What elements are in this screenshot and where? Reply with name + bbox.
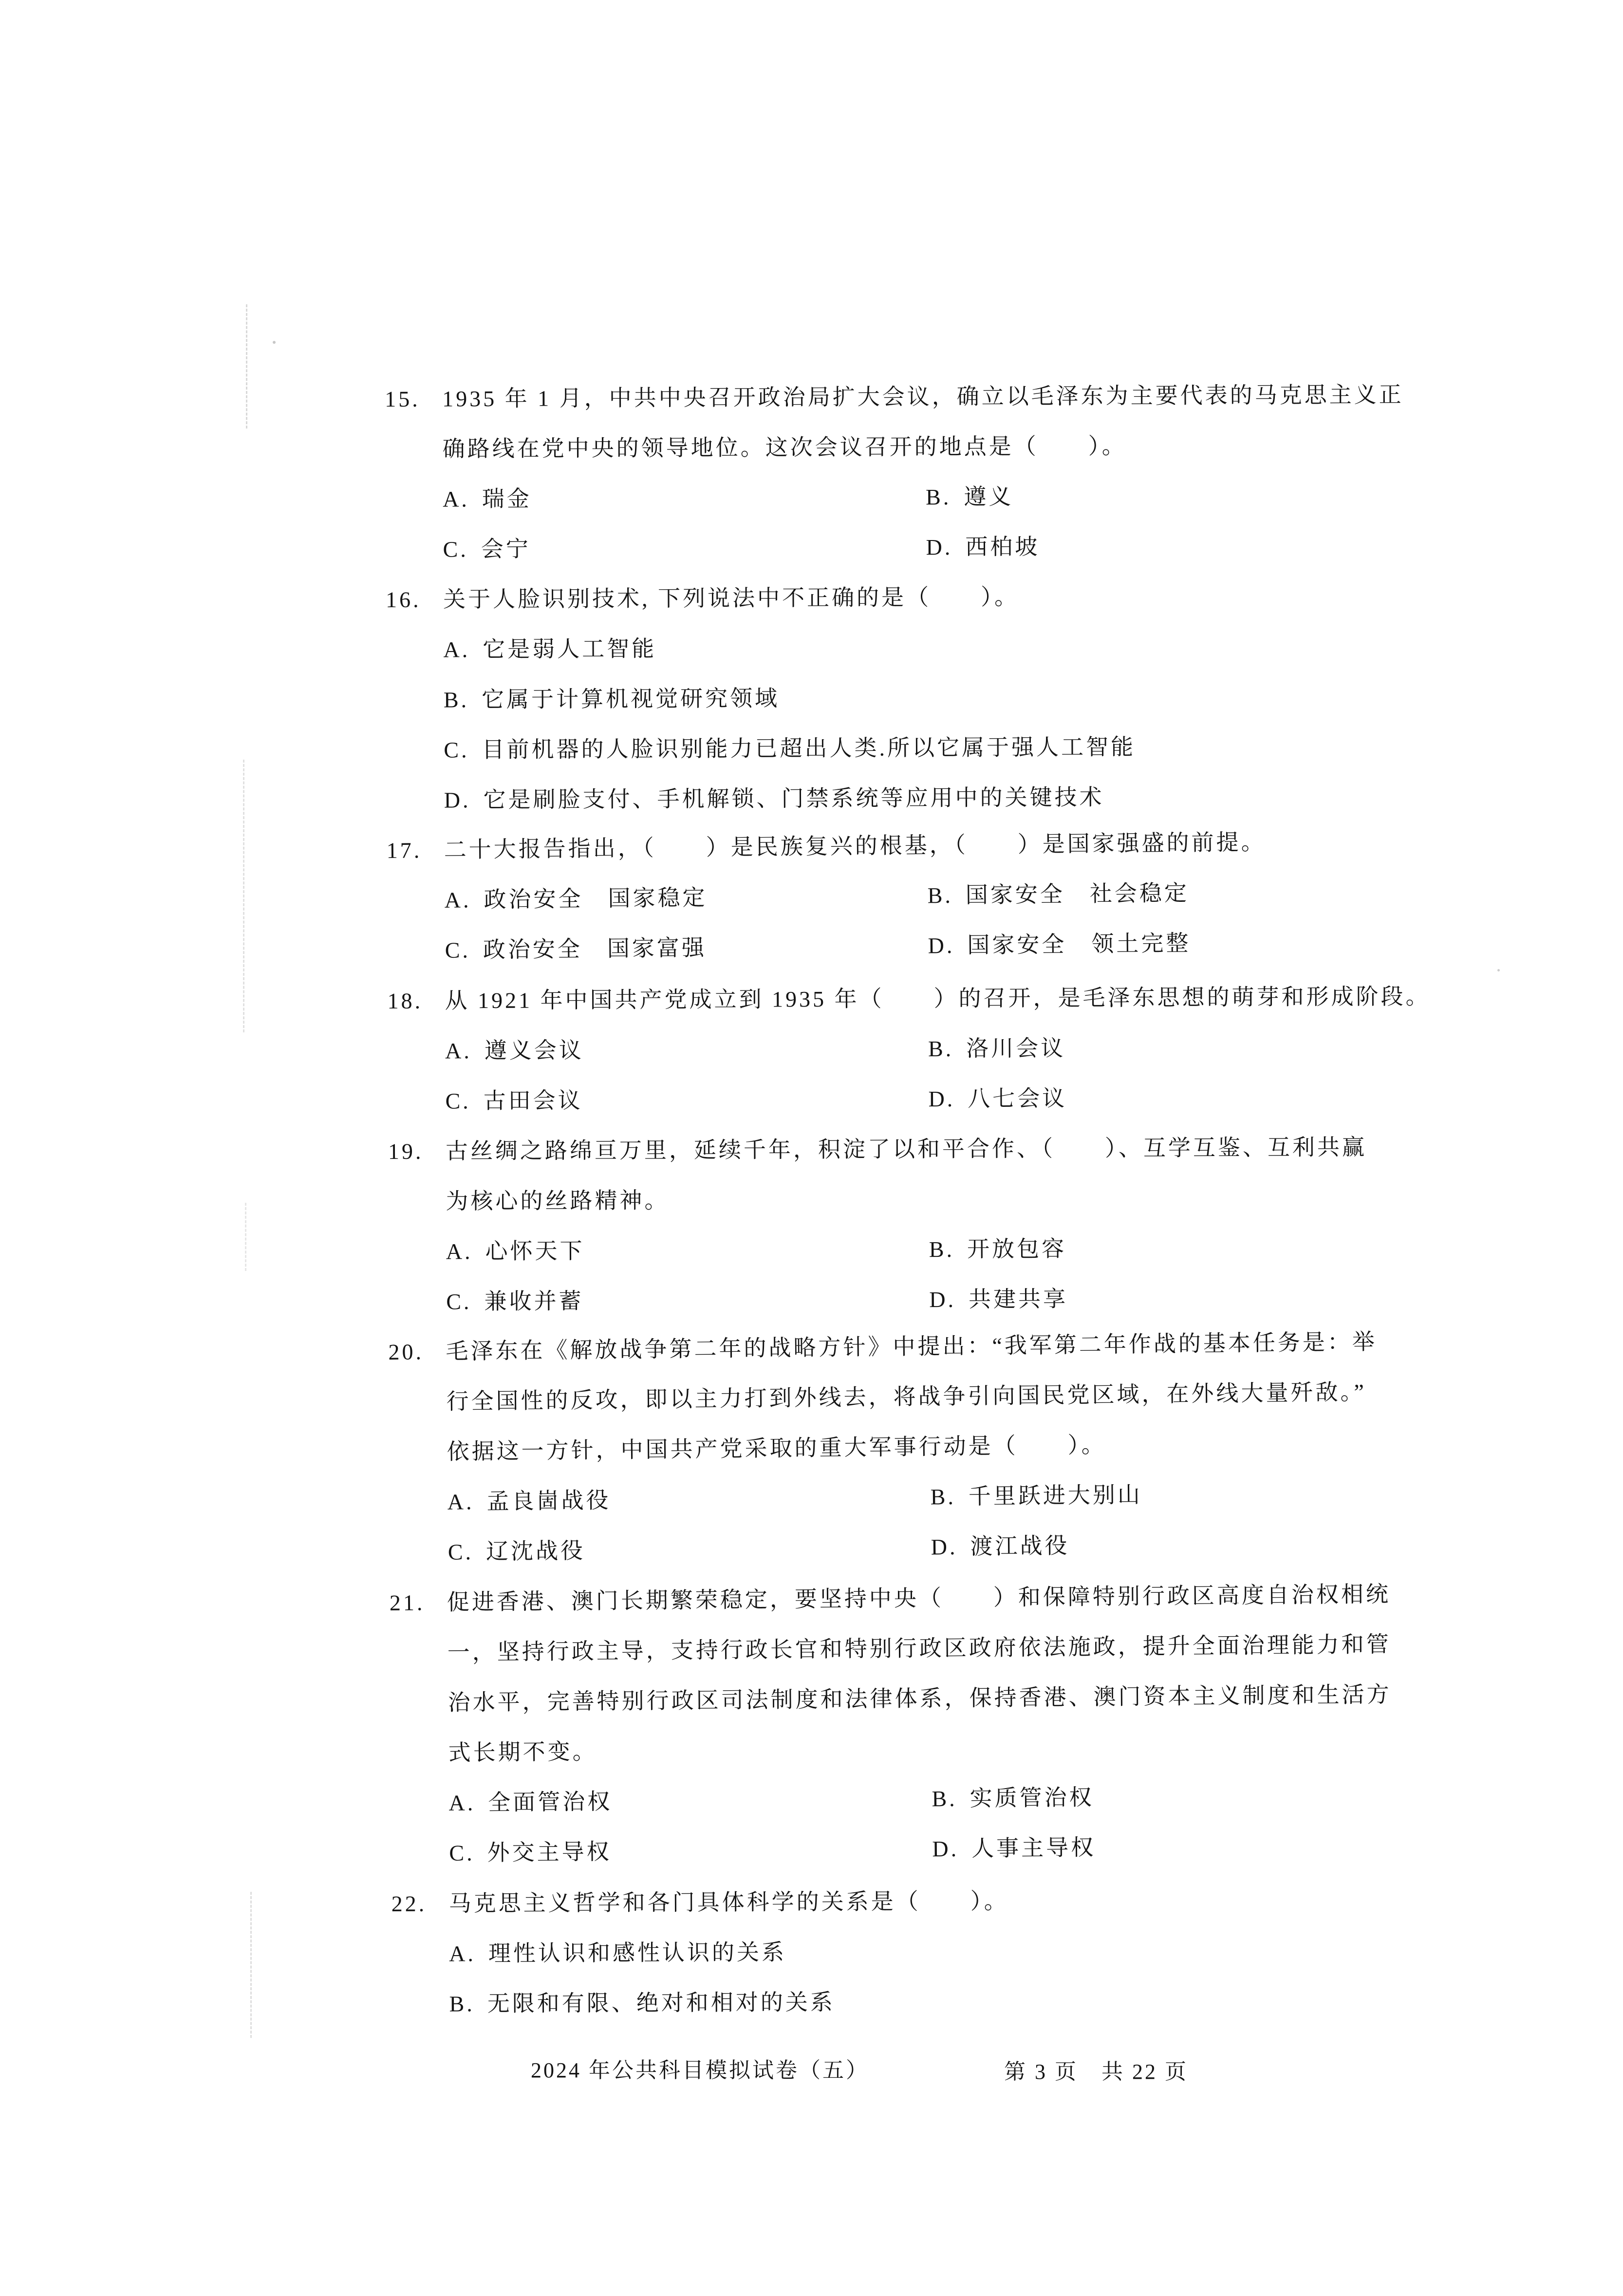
- option-label: D.: [929, 1287, 956, 1312]
- option-row: [388, 1021, 1508, 1076]
- option-row: [392, 1924, 1511, 1979]
- option-label: D.: [444, 787, 471, 813]
- option-label: A.: [443, 637, 470, 662]
- option-b: [930, 1466, 1510, 1522]
- option-label: C.: [443, 537, 468, 562]
- option-d: [928, 1071, 1508, 1124]
- question-text-line: 式长期不变。: [448, 1739, 597, 1765]
- option-text: 外交主导权: [487, 1839, 612, 1866]
- question-number: 22.: [391, 1891, 427, 1916]
- question-20: [388, 1315, 1511, 1578]
- question-text-line: 为核心的丝路精神。: [446, 1188, 670, 1214]
- option-b: [926, 469, 1505, 522]
- option-text: 目前机器的人脸识别能力已超出人类.所以它属于强人工智能: [482, 734, 1136, 763]
- option-label: A.: [444, 887, 471, 913]
- option-text: 洛川会议: [966, 1035, 1066, 1061]
- option-label: A.: [447, 1489, 474, 1514]
- question-text: 促进香港、澳门长期繁荣稳定，要坚持中央（ ）和保障特别行政区高度自治权相统: [447, 1582, 1391, 1615]
- option-text: 千里跃进大别山: [968, 1482, 1143, 1509]
- option-a: [447, 1472, 931, 1527]
- option-c: [444, 720, 1506, 775]
- option-row: [388, 1071, 1508, 1126]
- option-text: 理性认识和感性认识的关系: [488, 1940, 786, 1966]
- option-c: [449, 1824, 933, 1878]
- option-b: [929, 1222, 1509, 1274]
- option-text: 实质管治权: [970, 1785, 1094, 1811]
- question-number: 20.: [388, 1339, 424, 1364]
- option-label: A.: [446, 1239, 473, 1264]
- option-label: B.: [449, 1991, 475, 2016]
- question-number: 18.: [387, 988, 423, 1013]
- footer-title: 2024 年公共科目模拟试卷（五）: [531, 2058, 869, 2082]
- question-number: 17.: [386, 838, 422, 863]
- option-text: 古田会议: [483, 1088, 583, 1114]
- option-label: C.: [445, 937, 471, 963]
- option-label: B.: [928, 1036, 954, 1062]
- question-text: 二十大报告指出，（ ）是民族复兴的根基，（ ）是国家强盛的前提。: [444, 829, 1266, 862]
- scan-artifact: [246, 304, 247, 429]
- question-number: 21.: [389, 1590, 425, 1615]
- option-label: D.: [928, 1086, 955, 1112]
- option-b: [927, 865, 1507, 920]
- option-a: [446, 1224, 929, 1276]
- scan-artifact: [243, 760, 244, 1032]
- question-text-line: [388, 1121, 1508, 1176]
- option-text: 辽沈战役: [485, 1538, 586, 1564]
- question-17: [386, 815, 1508, 976]
- option-a: [449, 1924, 1511, 1979]
- option-row: [391, 1769, 1511, 1829]
- option-a: [448, 1773, 932, 1828]
- option-text: 它是刷脸支付、手机解锁、门禁系统等应用中的关键技术: [483, 784, 1104, 813]
- option-text: 共建共享: [968, 1286, 1068, 1312]
- option-label: D.: [931, 1534, 958, 1560]
- question-text-line: 治水平，完善特别行政区司法制度和法律体系，保持香港、澳门资本主义制度和生活方: [448, 1682, 1392, 1715]
- option-b: [928, 1021, 1508, 1074]
- option-label: C.: [449, 1840, 475, 1866]
- option-row: [387, 915, 1508, 976]
- option-a: [444, 870, 928, 925]
- footer-page-info: 第 3 页 共 22 页: [1004, 2060, 1188, 2084]
- option-text: 国家安全 社会稳定: [965, 880, 1190, 908]
- option-label: C.: [445, 1088, 471, 1114]
- option-row: [386, 620, 1506, 675]
- question-text-line: [387, 971, 1507, 1026]
- option-c: [445, 920, 928, 975]
- question-18: [387, 971, 1508, 1126]
- option-text: 兼收并蓄: [484, 1288, 584, 1314]
- option-label: C.: [448, 1539, 474, 1565]
- option-label: C.: [444, 737, 469, 763]
- option-text: 西柏坡: [965, 534, 1040, 560]
- option-label: A.: [445, 1038, 472, 1064]
- question-22: [391, 1874, 1511, 2029]
- question-text-line: 确路线在党中央的领导地位。这次会议召开的地点是（ ）。: [442, 433, 1127, 462]
- option-label: D.: [932, 1836, 959, 1862]
- option-d: [931, 1516, 1511, 1572]
- question-number: 15.: [385, 386, 420, 411]
- option-label: A.: [448, 1790, 476, 1815]
- option-text: 无限和有限、绝对和相对的关系: [487, 1989, 835, 2016]
- option-text: 渡江战役: [970, 1533, 1070, 1559]
- option-label: C.: [446, 1289, 472, 1314]
- option-text: 开放包容: [967, 1236, 1067, 1262]
- option-label: A.: [443, 486, 469, 512]
- option-text: 瑞金: [482, 486, 532, 512]
- question-text-line: [386, 570, 1506, 625]
- option-text: 政治安全 国家稳定: [484, 885, 708, 913]
- option-text: 八七会议: [968, 1085, 1067, 1111]
- option-row: [385, 520, 1505, 575]
- option-label: B.: [926, 484, 951, 510]
- option-b: [444, 670, 1506, 725]
- option-a: [443, 620, 1506, 675]
- question-text: 从 1921 年中国共产党成立到 1935 年（ ）的召开，是毛泽东思想的萌芽和形成阶段。: [445, 984, 1431, 1013]
- option-text: 心怀天下: [485, 1238, 585, 1264]
- option-b: [932, 1769, 1511, 1824]
- question-number: 16.: [385, 587, 421, 612]
- question-text: 1935 年 1 月，中共中央召开政治局扩大会议，确立以毛泽东为主要代表的马克思主义正: [442, 382, 1404, 411]
- option-d: [926, 520, 1505, 572]
- option-text: 国家安全 领土完整: [967, 931, 1191, 958]
- question-text-line: [389, 1568, 1510, 1628]
- option-text: 遵义: [964, 484, 1014, 509]
- question-text: 关于人脸识别技术, 下列说法中不正确的是（ ）。: [443, 584, 1020, 612]
- option-a: [443, 472, 926, 524]
- option-text: 会宁: [481, 536, 531, 562]
- option-label: B.: [929, 1236, 955, 1262]
- scan-artifact: [273, 341, 276, 344]
- question-21: [389, 1568, 1511, 1879]
- question-text: 毛泽东在《解放战争第二年的战略方针》中提出：“我军第二年作战的基本任务是：举: [446, 1329, 1378, 1364]
- question-list: [385, 369, 1512, 2029]
- option-label: A.: [449, 1941, 476, 1966]
- option-d: [928, 915, 1508, 971]
- question-number: 19.: [388, 1139, 424, 1164]
- option-row: [386, 670, 1506, 725]
- option-row: [392, 1819, 1512, 1879]
- option-label: B.: [932, 1786, 957, 1811]
- question-text: 古丝绸之路绵亘万里，延续千年，积淀了以和平合作、（ ）、互学互鉴、互利共赢: [445, 1135, 1367, 1164]
- option-label: D.: [928, 933, 955, 958]
- option-text: 政治安全 国家富强: [483, 935, 707, 963]
- option-d: [932, 1819, 1512, 1874]
- question-16: [386, 570, 1507, 825]
- option-text: 人事主导权: [971, 1835, 1096, 1861]
- option-label: B.: [930, 1484, 956, 1510]
- question-text-line: 一，坚持行政主导，支持行政长官和特别行政区政府依法施政，提升全面治理能力和管: [447, 1632, 1391, 1665]
- option-c: [443, 522, 926, 574]
- option-c: [446, 1274, 929, 1326]
- option-text: 全面管治权: [487, 1789, 613, 1815]
- option-b: [449, 1974, 1511, 2029]
- question-text-line: 依据这一方针，中国共产党采取的重大军事行动是（ ）。: [447, 1432, 1106, 1464]
- option-text: 它属于计算机视觉研究领域: [481, 686, 780, 712]
- option-label: B.: [443, 687, 469, 712]
- question-text-line: 行全国性的反攻，即以主力打到外线去，将战争引向国民党区域，在外线大量歼敌。”: [446, 1379, 1367, 1414]
- question-19: [388, 1121, 1509, 1327]
- option-text: 孟良崮战役: [486, 1488, 611, 1514]
- option-label: B.: [927, 882, 953, 908]
- option-text: 它是弱人工智能: [483, 636, 657, 662]
- option-row: [392, 1974, 1511, 2029]
- question-text-line: [385, 369, 1505, 424]
- option-row: [385, 469, 1505, 524]
- option-a: [445, 1024, 928, 1076]
- question-text: 马克思主义哲学和各门具体科学的关系是（ ）。: [448, 1888, 1009, 1916]
- scan-artifact: [245, 1203, 246, 1271]
- option-label: D.: [926, 534, 953, 560]
- option-c: [448, 1522, 931, 1577]
- scan-artifact: [250, 1892, 252, 2038]
- question-15: [385, 369, 1506, 575]
- option-row: [386, 720, 1506, 775]
- option-row: [389, 1222, 1509, 1277]
- option-text: 遵义会议: [484, 1038, 584, 1064]
- option-c: [445, 1074, 928, 1126]
- question-text-line: [391, 1874, 1511, 1929]
